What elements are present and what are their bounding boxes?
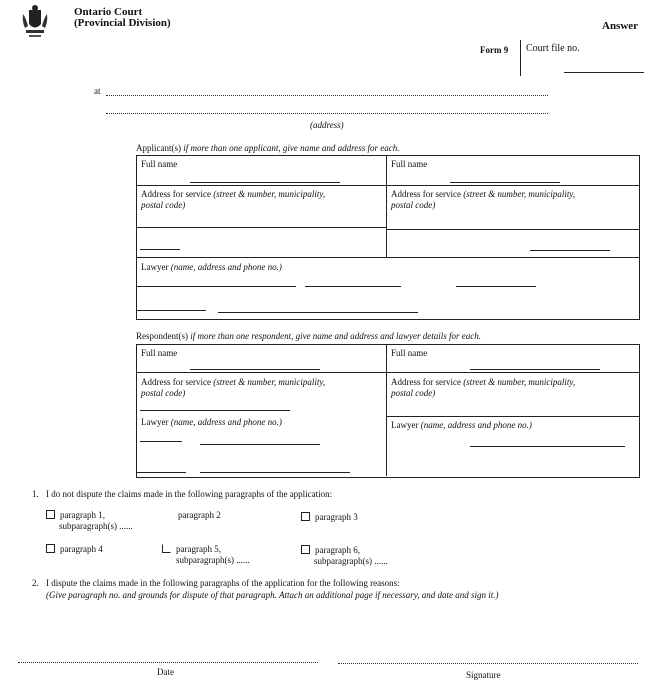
paragraph-3-label: paragraph 3 — [315, 512, 358, 522]
respondent-2-address-hint: (street & number, municipality, — [463, 377, 576, 387]
respondent-1-lawyer-label — [141, 417, 282, 428]
applicant-1-full-name-field[interactable] — [190, 182, 340, 183]
applicants-heading — [136, 143, 400, 154]
paragraph-4-checkbox[interactable] — [46, 544, 55, 553]
court-file-field[interactable] — [564, 72, 644, 73]
respondent-2-address-label-text: Address for service — [391, 377, 461, 387]
option-paragraph-4[interactable] — [46, 544, 103, 555]
option-paragraph-3[interactable] — [301, 512, 358, 523]
option-paragraph-6[interactable] — [301, 545, 360, 556]
section-2-instruction: (Give paragraph no. and grounds for dispute of that paragraph. Attach an additional page if necessary, and date and sign it.) — [46, 590, 499, 600]
applicant-1-address-label — [141, 189, 325, 200]
respondent-1-full-name-label: Full name — [141, 348, 178, 358]
respondents-heading — [136, 331, 481, 342]
at-label: at — [94, 86, 101, 96]
respondents-row-line-2 — [386, 416, 639, 417]
respondent-2-address-label — [391, 377, 575, 388]
applicant-2-full-name-label: Full name — [391, 159, 428, 169]
applicant-lawyer-field-3[interactable] — [456, 286, 536, 287]
applicants-instruction: if more than one applicant, give name and address for each. — [183, 143, 400, 153]
date-field[interactable] — [18, 662, 318, 663]
coat-of-arms-logo — [20, 4, 50, 40]
signature-field[interactable] — [338, 663, 638, 664]
respondent-1-address-label-text: Address for service — [141, 377, 211, 387]
applicant-lawyer-field-2[interactable] — [305, 286, 401, 287]
address-caption: (address) — [310, 120, 344, 130]
applicant-1-full-name-label: Full name — [141, 159, 178, 169]
court-file-label: Court file no. — [526, 43, 580, 54]
respondent-1-lawyer-field-2[interactable] — [200, 444, 320, 445]
paragraph-3-checkbox[interactable] — [301, 512, 310, 521]
applicant-lawyer-field-1[interactable] — [136, 286, 296, 287]
paragraph-6-subparagraph: subparagraph(s) ...... — [314, 556, 388, 566]
respondents-table — [136, 344, 640, 478]
applicant-lawyer-label — [141, 262, 282, 273]
applicants-table — [136, 155, 640, 320]
respondent-1-full-name-field[interactable] — [190, 369, 320, 370]
court-address-field-2[interactable] — [106, 113, 548, 114]
section-1-number: 1. — [32, 489, 39, 499]
respondent-1-address-field[interactable] — [140, 410, 290, 411]
applicant-2-address-label-text: Address for service — [391, 189, 461, 199]
paragraph-2-label: paragraph 2 — [178, 510, 221, 520]
paragraph-1-subparagraph: subparagraph(s) ...... — [59, 521, 133, 531]
section-2-number: 2. — [32, 578, 39, 588]
file-no-divider — [520, 40, 521, 76]
paragraph-6-label: paragraph 6, — [315, 545, 360, 555]
respondents-row-line-1 — [136, 372, 639, 373]
paragraph-5-checkbox[interactable] — [162, 544, 171, 553]
option-paragraph-2[interactable] — [178, 510, 221, 521]
applicant-1-address-field-2[interactable] — [140, 249, 180, 250]
form-number: Form 9 — [480, 45, 509, 55]
paragraph-5-label: paragraph 5, — [176, 544, 221, 554]
paragraph-5-subparagraph: subparagraph(s) ...... — [176, 555, 250, 565]
paragraph-1-label: paragraph 1, — [60, 510, 105, 520]
respondent-1-address-hint: (street & number, municipality, — [213, 377, 326, 387]
applicant-2-address-hint: (street & number, municipality, — [463, 189, 576, 199]
applicant-lawyer-field-5[interactable] — [218, 312, 418, 313]
applicant-1-address-label-text: Address for service — [141, 189, 211, 199]
respondent-2-lawyer-field-1[interactable] — [470, 446, 625, 447]
option-paragraph-5[interactable] — [162, 544, 221, 555]
applicants-row-line-2 — [136, 257, 639, 258]
applicant-lawyer-label-text: Lawyer — [141, 262, 169, 272]
respondent-1-lawyer-field-3[interactable] — [136, 472, 186, 473]
option-paragraph-1[interactable] — [46, 510, 105, 521]
paragraph-1-checkbox[interactable] — [46, 510, 55, 519]
respondent-1-address-label — [141, 377, 325, 388]
applicant-1-address-field-1[interactable] — [136, 227, 386, 228]
section-2-text: I dispute the claims made in the following paragraphs of the application for the following reasons: — [46, 578, 400, 588]
court-name: Ontario Court — [74, 6, 143, 18]
respondents-heading-label: Respondent(s) — [136, 331, 188, 341]
applicant-2-address-hint2: postal code) — [391, 200, 436, 210]
applicant-1-address-hint2: postal code) — [141, 200, 186, 210]
applicant-2-address-field-2[interactable] — [530, 250, 610, 251]
respondent-1-lawyer-field-4[interactable] — [200, 472, 350, 473]
respondent-1-lawyer-field-1[interactable] — [140, 441, 182, 442]
applicant-2-address-field-1[interactable] — [386, 229, 639, 230]
respondents-instruction: if more than one respondent, give name and address and lawyer details for each. — [190, 331, 481, 341]
form-title: Answer — [602, 20, 639, 32]
applicants-divider — [386, 155, 387, 257]
applicant-lawyer-hint: (name, address and phone no.) — [170, 262, 282, 272]
court-address-field-1[interactable] — [106, 95, 548, 96]
respondent-2-lawyer-hint: (name, address and phone no.) — [420, 420, 532, 430]
applicants-heading-label: Applicant(s) — [136, 143, 181, 153]
applicant-2-full-name-field[interactable] — [450, 182, 560, 183]
respondent-2-address-hint2: postal code) — [391, 388, 436, 398]
applicants-row-line-1 — [136, 185, 639, 186]
respondents-divider — [386, 344, 387, 476]
respondent-2-full-name-field[interactable] — [470, 369, 600, 370]
applicant-lawyer-field-4[interactable] — [136, 310, 206, 311]
respondent-1-address-hint2: postal code) — [141, 388, 186, 398]
court-division: (Provincial Division) — [74, 17, 171, 29]
applicant-1-address-hint: (street & number, municipality, — [213, 189, 326, 199]
respondent-1-lawyer-label-text: Lawyer — [141, 417, 169, 427]
respondent-2-lawyer-label — [391, 420, 532, 431]
respondent-2-full-name-label: Full name — [391, 348, 428, 358]
date-label: Date — [157, 667, 174, 677]
applicant-2-address-label — [391, 189, 575, 200]
section-1-text: I do not dispute the claims made in the following paragraphs of the application: — [46, 489, 333, 499]
signature-label: Signature — [466, 670, 501, 680]
paragraph-4-label: paragraph 4 — [60, 544, 103, 554]
paragraph-6-checkbox[interactable] — [301, 545, 310, 554]
respondent-2-lawyer-label-text: Lawyer — [391, 420, 419, 430]
respondent-1-lawyer-hint: (name, address and phone no.) — [170, 417, 282, 427]
